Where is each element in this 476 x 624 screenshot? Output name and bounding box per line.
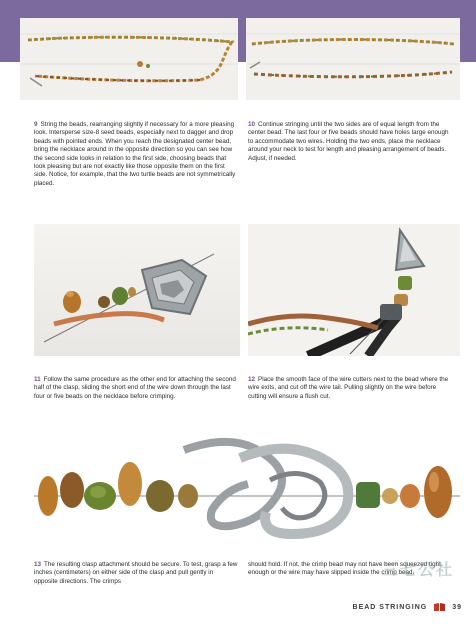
step-number: 10 bbox=[248, 121, 256, 128]
step-13 bbox=[34, 561, 238, 586]
step-11 bbox=[34, 376, 238, 401]
page-number: 39 bbox=[452, 603, 462, 611]
book-icon bbox=[433, 602, 446, 612]
photo-finished-clasp-closeup bbox=[34, 430, 460, 552]
page-footer bbox=[353, 600, 462, 614]
step-text: Continue stringing until the two sides are of equal length from the center bead. The last four or five beads should have holes large enough to accommodate two wires. Holding the two ends, place the necklace around your neck to test for length and pleasing arrangement of beads. Adjust, if needed. bbox=[248, 121, 449, 162]
step-text: Place the smooth face of the wire cutters next to the bead where the wire exits, and cut off the wire tail. Pulling slightly on the wire before cutting will ensure a flush cut. bbox=[248, 376, 449, 400]
finished-clasp-image bbox=[34, 430, 460, 552]
watermark: 三七公社 bbox=[381, 562, 454, 579]
step-number: 9 bbox=[34, 121, 38, 128]
step-text: should hold. If not, the crimp bead may not have been squeezed tight enough or the wire may have slipped inside the crimp bead. bbox=[248, 561, 441, 577]
step-text: String the beads, rearranging slightly if necessary for a more pleasing look. Intersperse size-8 seed beads, especially next to dagger and drop beads with pointed ends. When you reach the designated center bead, bring the necklace around in the opposite direction so you can see how the second side looks in relation to the first side, choosing beads that look pleasing but are not exactly like those opposite them on the first side. Notice, for example, that the two turtle beads are not symmetrically placed. bbox=[34, 121, 236, 187]
step-12 bbox=[248, 376, 452, 401]
necklace-layout-right-image bbox=[246, 18, 460, 100]
photo-necklace-layout-right bbox=[246, 18, 460, 100]
running-footer-title: BEAD STRINGING bbox=[352, 603, 428, 611]
step-number: 13 bbox=[34, 561, 42, 568]
photo-wire-cutting bbox=[248, 224, 460, 356]
step-number: 11 bbox=[34, 376, 41, 383]
clasp-attachment-image bbox=[34, 224, 240, 356]
step-9 bbox=[34, 121, 236, 188]
step-10 bbox=[248, 121, 452, 163]
step-text: The resulting clasp attachment should be secure. To test, grasp a few inches (centimeters) on either side of the clasp and pull gently in opposite directions. The crimps bbox=[34, 561, 238, 585]
wire-cutting-image bbox=[248, 224, 460, 356]
necklace-layout-left-image bbox=[20, 18, 238, 100]
step-number: 12 bbox=[248, 376, 256, 383]
step-text: Follow the same procedure as the other end for attaching the second half of the clasp, sliding the short end of the wire down through the last four or five beads on the necklace before crimping. bbox=[34, 376, 236, 400]
photo-necklace-layout-left bbox=[20, 18, 238, 100]
photo-clasp-attachment bbox=[34, 224, 240, 356]
